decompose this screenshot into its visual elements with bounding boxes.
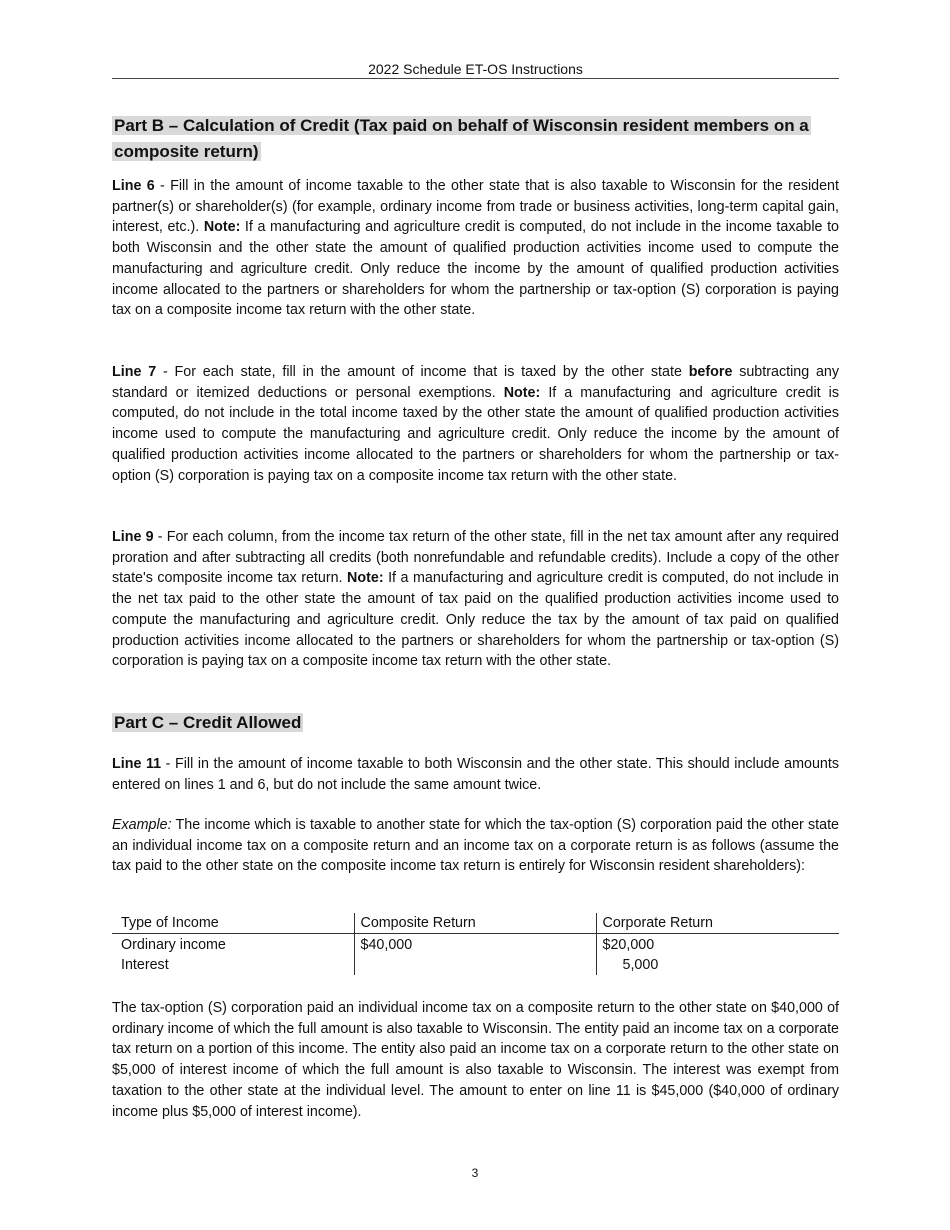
example-text: The income which is taxable to another state for which the tax-option (S) corporation paid the other state an individual income tax on a composite return and an income tax on a corporate return is as follows (assume the tax paid to the other state on the composite income tax return is entirely for Wisconsin resident shareholders): [112, 817, 839, 875]
line-9-paragraph [112, 527, 839, 672]
line-11-label: Line 11 [112, 756, 162, 772]
line-7-before-emphasis: before [688, 364, 733, 380]
income-table [112, 913, 839, 975]
line-9-text-1: - For each column, from the income tax return of the other state, fill in the net tax amount after any required proration and after subtracting all credits (both nonrefundable and refundable credits). Include a copy of the other state's composite income tax return. [112, 529, 839, 587]
income-table-header-row [112, 913, 839, 934]
line-6-text-1: - Fill in the amount of income taxable to the other state that is also taxable to Wisconsin for the resident partner(s) or shareholder(s) (for example, ordinary income from trade or business activities, long-term capital gain, interest, etc.). [112, 178, 839, 236]
closing-paragraph: The tax-option (S) corporation paid an individual income tax on a composite return to the other state on $40,000 of ordinary income of which the full amount is also taxable to Wisconsin. The entity paid an income tax on a corporate tax return on a portion of this income. The entity also paid an income tax on a corporate return to the other state on $5,000 of interest income of which the full amount is also taxable to Wisconsin. The interest was exempt from taxation to the other state at the individual level. The amount to enter on line 11 is $45,000 ($40,000 of ordinary income plus $5,000 of interest income). [112, 1000, 839, 1120]
header-type-of-income: Type of Income [112, 913, 354, 934]
part-b-heading-line2: composite return) [114, 142, 259, 161]
table-row [112, 934, 839, 956]
cell-type: Interest [121, 957, 169, 973]
part-b-heading-line1: Part B – Calculation of Credit (Tax paid on behalf of Wisconsin resident members on a [114, 116, 809, 135]
cell-corporate-value: 5,000 [622, 957, 659, 973]
header-corporate-return: Corporate Return [596, 913, 839, 934]
table-row [112, 955, 839, 975]
line-11-text: - Fill in the amount of income taxable to both Wisconsin and the other state. This should include amounts entered on lines 1 and 6, but do not include the same amount twice. [112, 756, 839, 793]
cell-type: Ordinary income [121, 937, 226, 953]
part-c-heading-text: Part C – Credit Allowed [114, 713, 302, 732]
line-7-paragraph [112, 362, 839, 486]
cell-composite [354, 955, 596, 975]
cell-corporate: $20,000 [596, 934, 839, 956]
running-header: 2022 Schedule ET-OS Instructions [112, 60, 839, 79]
line-6-note-label: Note: [203, 219, 241, 236]
cell-composite: $40,000 [354, 934, 596, 956]
page-number: 3 [471, 1166, 479, 1180]
line-6-label: Line 6 [112, 178, 155, 194]
line-9-note-label: Note: [347, 570, 384, 587]
part-b-heading [112, 113, 811, 165]
example-paragraph [112, 815, 839, 877]
line-7-text-1: - For each state, fill in the amount of income that is taxed by the other state [156, 364, 689, 380]
header-composite-return: Composite Return [354, 913, 596, 934]
line-7-label: Line 7 [112, 364, 157, 380]
line-9-label: Line 9 [112, 529, 154, 545]
line-9-text-2: If a manufacturing and agriculture credit is computed, do not include in the net tax paid to the other state the amount of tax paid on the qualified production activities income used to compute the manufacturing and agriculture credit. Only reduce the tax by the amount of tax paid on qualified production activities income allocated to the partners or shareholders for whom the partnership or tax-option (S) corporation is paying tax on a composite income tax return with the other state. [112, 570, 839, 670]
line-11-paragraph [112, 754, 839, 795]
line-7-note-label: Note: [503, 384, 541, 401]
line-6-paragraph [112, 176, 839, 321]
line-7-text-3: If a manufacturing and agriculture credit is computed, do not include in the total income taxed by the other state the amount of qualified production activities income used to compute the manufacturing and agriculture credit. Only reduce the income by the amount of qualified production activities income allocated to the partners or shareholders for whom the partnership or tax-option (S) corporation is paying tax on a composite income tax return with the other state. [112, 384, 839, 484]
example-label: Example: [112, 817, 172, 833]
cell-corporate [596, 955, 839, 975]
part-c-heading [112, 710, 303, 736]
line-7-text-2: subtracting any standard or itemized deductions or personal exemptions. [112, 364, 839, 401]
line-6-text-2: If a manufacturing and agriculture credit is computed, do not include in the income taxable to both Wisconsin and the other state the amount of qualified production activities income used to compute the manufacturing and agriculture credit. Only reduce the income by the amount of qualified production activities income allocated to the partners or shareholders for whom the partnership or tax-option (S) corporation is paying tax on a composite income tax return with the other state. [112, 219, 840, 319]
